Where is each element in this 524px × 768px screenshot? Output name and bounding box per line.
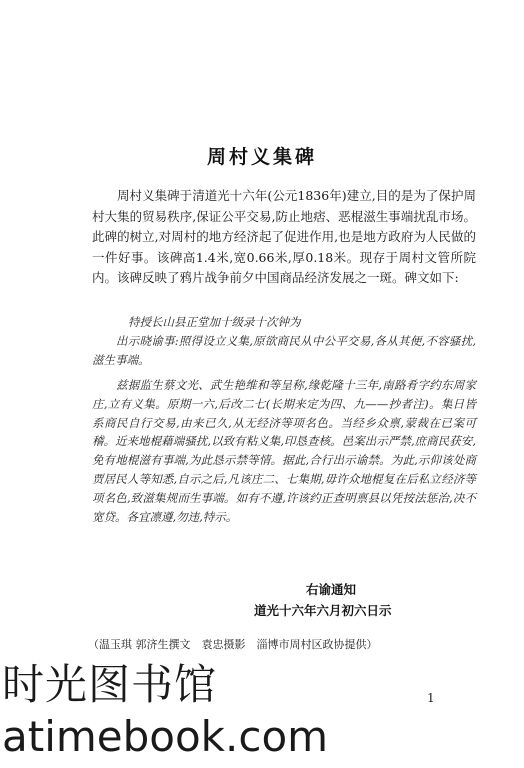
credits-line: （温玉琪 郭济生撰文 袁忠摄影 淄博市周村区政协提供）: [88, 638, 378, 651]
closing-date: 道光十六年六月初六日示: [254, 603, 392, 618]
intro-paragraph: 周村义集碑于清道光十六年(公元1836年)建立,目的是为了保护周村大集的贸易秩序,保证公平交易,防止地痞、恶棍滋生事端扰乱市场。此碑的树立,对周村的地方经济起了促进作用,也是地方政府为人民做的一件好事。该碑高1.4米,宽0.66米,厚0.18米。现存于周村文管所院内。该碑反映了鸦片战争前夕中国商品经济发展之一斑。碑文如下:: [92, 188, 476, 285]
closing-notice: 右谕通知: [306, 582, 357, 597]
watermark-url: atimebook.com: [2, 712, 329, 761]
stele-paragraph-2: 兹据监生蔡文光、武生艳维和等呈称,缘乾隆十三年,南路肴字约东周家庄,立有义集。原期一六,后改二七(长期来定为四、九——抄者注)。集日皆系商民自行交易,由来已久,从无经济等项名色。当经乡众禀,蒙裁在已案可稽。近来地棍藉端骚扰,以致有粘义集,印恳查核。邑案出示严禁,庶商民获安,免有地棍滋有事端,为此恳示禁等情。据此,合行出示谕禁。为此,示仰该处商贾居民人等知悉,自示之后,凡该庄二、七集期,毋许众地棍复在后私立经济等项名色,致滋集规而生事端。如有不遵,许该约正查明禀县以凭按法惩治,决不宽贷。各宜凛遵,勿违,特示。: [92, 378, 476, 524]
stele-paragraph-1: 出示晓谕事:照得设立义集,原欲商民从中公平交易,各从其便,不容骚扰,滋生事端。: [92, 334, 476, 367]
page-title: 周村义集碑: [206, 146, 317, 168]
stele-heading: 特授长山县正堂加十级录十次钟为: [128, 315, 301, 329]
watermark-chinese: 时光图书馆: [2, 660, 218, 709]
page-number: 1: [427, 691, 435, 705]
